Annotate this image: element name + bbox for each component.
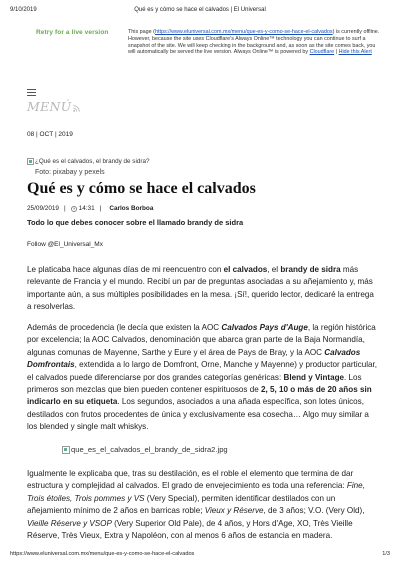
print-footer xyxy=(10,551,390,560)
article-subhead: Todo lo que debes conocer sobre el llamado brandy de sidra xyxy=(27,218,244,227)
paragraph-3: Igualmente le explicaba que, tras su destilación, es el roble el elemento que termina de dar estructura y complejidad al calvados. El grado de envejecimiento es toda una referencia: Fine, Trois étoiles, Trois pommes y VS (Very Special), permiten identificar destilados con un añejamiento mínimo de 2 años en barricas roble; Vieux y Réserve, de 3 años; V.O. (Very Old), Vieille Réserve y VSOP (Very Superior Old Pale), de 4 años, y Hors d'Age, XO, Très Vieille Réserve, Très Vieux, Extra y Napoléon, con al menos 6 años de estancia en madera. xyxy=(27,469,365,541)
paragraph-1: Le platicaba hace algunas días de mi reencuentro con el calvados, el brandy de sidra más relevante de Francia y el mundo. Recibí un par de preguntas asociadas a su añejamiento y, más importante aún, a sus múltiples posibilidades en la mesa. ¡Sí!, querido lector, dedicaré la entrega a resolverlas. xyxy=(27,265,374,312)
paragraph-2: Además de procedencia (le decía que existen la AOC Calvados Pays d'Auge, la región histórica por excelencia; la AOC Calvados, denominación que abarca gran parte de la Baja Normandía, algunas comunas de Mayenne, Sarthe y Eure y el área de Pays de Bray, y la AOC Calvados Domfrontais, extendida a lo largo de Domfront, Orne, Manche y Mayenne) y productor particular, el calvados puede diferenciarse por dos grandes categorías genéricas: Blend y Vintage. Los primeros son mezclas que bien pueden contener espirituosos de 2, 5, 10 o más de 20 años sin indicarlo en su etiqueta. Los segundos, asociados a una añada específica, son lotes únicos, destilados con frutos procedentes de única y exclusivamente esa cosecha… Algo muy similar a los blended y single malt whiskys. xyxy=(27,323,377,432)
article-time: 14:31 xyxy=(78,205,95,212)
menu-logo-text: MENÚ xyxy=(27,99,72,114)
cloudflare-link[interactable]: Cloudflare xyxy=(309,49,335,56)
print-header xyxy=(10,7,390,17)
print-title: Qué es y cómo se hace el calvados | El Universal xyxy=(134,7,266,13)
follow-twitter-link[interactable]: Follow @El_Universal_Mx xyxy=(27,241,103,248)
hero-image xyxy=(27,158,149,165)
print-date: 9/10/2019 xyxy=(10,7,37,13)
always-online-alert xyxy=(28,26,380,72)
retry-live-link[interactable]: Retry for a live version xyxy=(36,29,109,36)
alert-message: This page (https://www.eluniversal.com.mx/menu/que-es-y-como-se-hace-el-calvados) is currently offline. However, because the site uses Cloudflare's Always Online™ technology you can continue to surf a snapshot of the site. We will keep checking in the background and, as soon as the site comes back, you will automatically be served the live version. Always Online™ is powered by Cloudflare | Hide this Alert xyxy=(128,29,380,56)
alert-page-link[interactable]: https://www.eluniversal.com.mx/menu/que-es-y-como-se-hace-el-calvados xyxy=(154,29,333,35)
publication-date: 08 | OCT | 2019 xyxy=(27,131,73,138)
byline: 25/09/2019 | 14:31 | Carlos Borboa xyxy=(27,205,154,212)
hide-alert-link[interactable]: Hide this Alert xyxy=(338,49,372,56)
hero-image-alt: ¿Qué es el calvados, el brandy de sidra? xyxy=(35,158,150,165)
clock-icon xyxy=(71,206,77,212)
broken-image-icon xyxy=(62,446,70,454)
article-headline: Qué es y cómo se hace el calvados xyxy=(27,180,256,197)
inline-image xyxy=(62,445,228,454)
page-number: 1/3 xyxy=(382,551,390,557)
footer-url: https://www.eluniversal.com.mx/menu/que-es-y-como-se-hace-el-calvados xyxy=(10,551,195,557)
photo-credit: Foto: pixabay y pexels xyxy=(35,169,105,176)
author-link[interactable]: Carlos Borboa xyxy=(109,205,154,212)
rss-icon xyxy=(73,105,80,112)
inline-image-alt: que_es_el_calvados_el_brandy_de_sidra2.jpg xyxy=(71,445,228,454)
article-date: 25/09/2019 xyxy=(27,205,59,212)
hamburger-menu-icon[interactable] xyxy=(27,89,36,96)
menu-logo[interactable] xyxy=(27,98,80,114)
broken-image-icon xyxy=(27,158,34,165)
